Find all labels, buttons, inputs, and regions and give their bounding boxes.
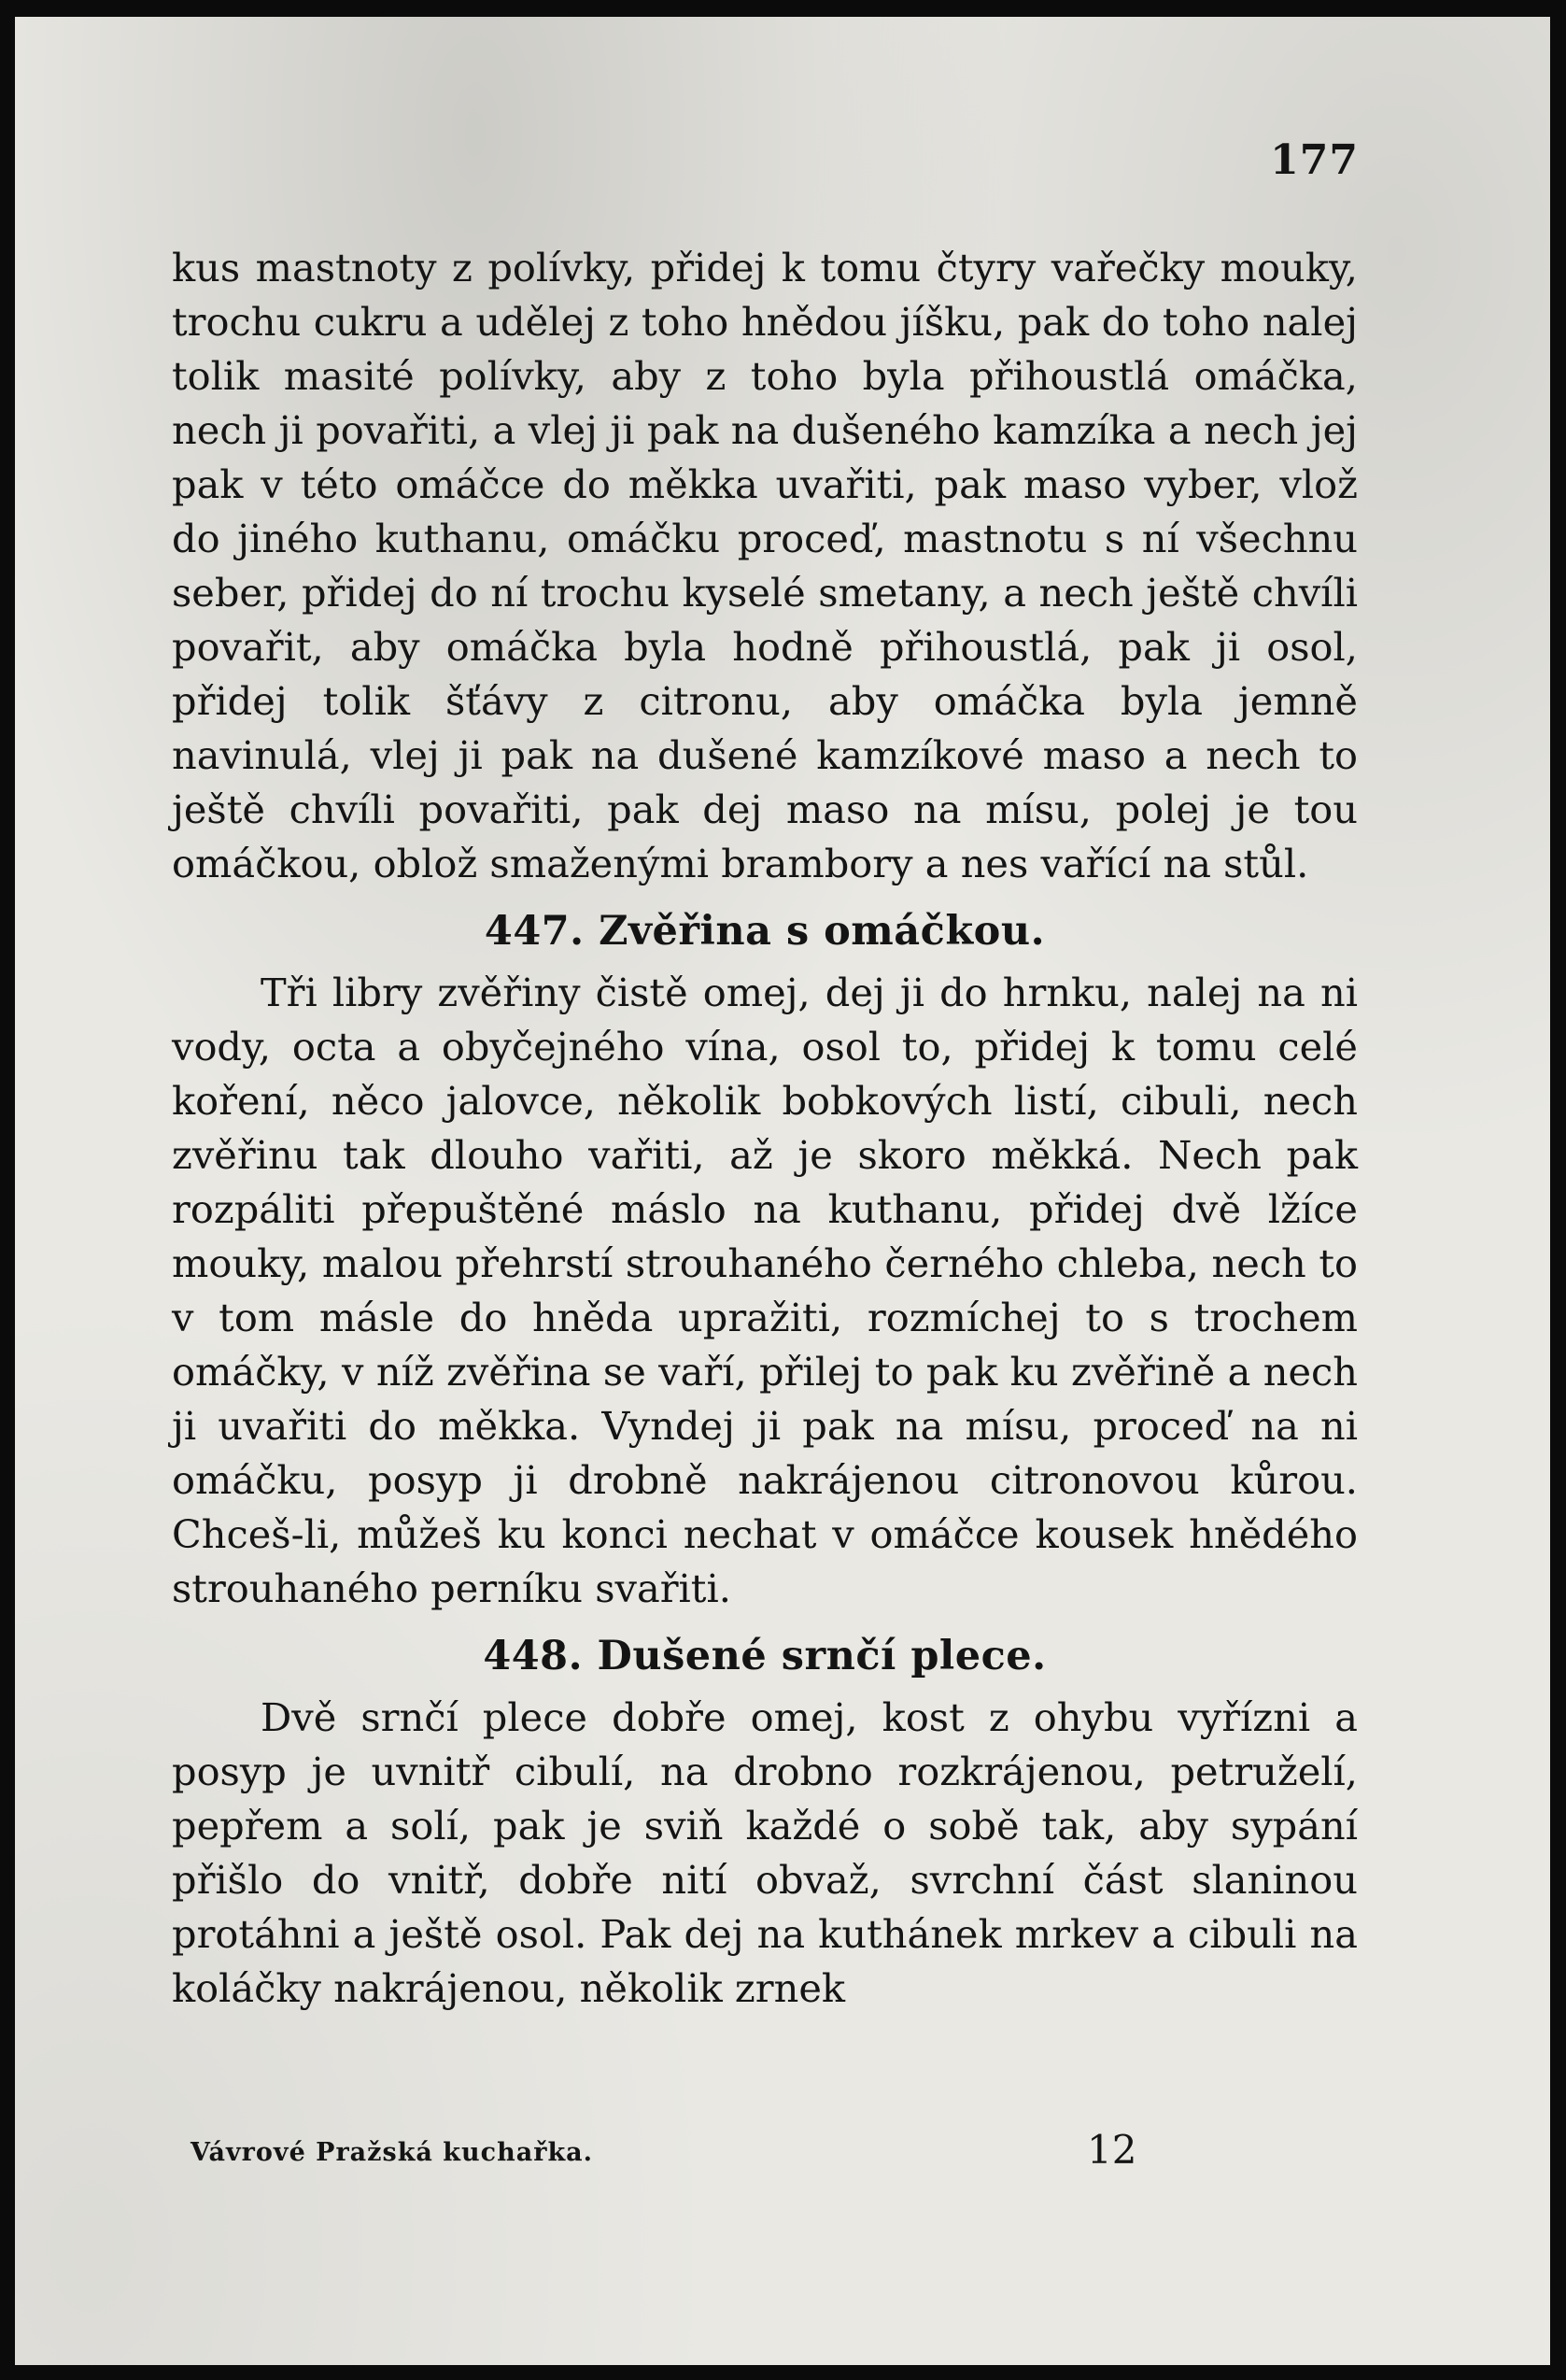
continued-paragraph: kus mastnoty z polívky, přidej k tomu čtyry vařečky mouky, trochu cukru a udělej z toho hnědou jíšku, pak do toho nalej tolik masité polívky, aby z toho byla přihoustlá omáčka, nech ji povařiti, a vlej ji pak na dušeného kamzíka a nech jej pak v této omáčce do měkka uvařiti, pak maso vyber, vlož do jiného kuthanu, omáčku proceď, mastnotu s ní všechnu seber, přidej do ní trochu kyselé smetany, a nech ještě chvíli povařit, aby omáčka byla hodně přihoustlá, pak ji osol, přidej tolik šťávy z citronu, aby omáčka byla jemně navinulá, vlej ji pak na dušené kamzíkové maso a nech to ještě chvíli povařiti, pak dej maso na mísu, polej je tou omáčkou, oblož smaženými brambory a nes vařící na stůl. bbox=[172, 245, 1358, 886]
recipe-text-447: Tři libry zvěřiny čistě omej, dej ji do hrnku, nalej na ni vody, octa a obyčejného vína, osol to, přidej k tomu celé koření, něco jalovce, několik bobkových listí, cibuli, nech zvěřinu tak dlouho vařiti, až je skoro měkká. Nech pak rozpáliti přepuštěné máslo na kuthanu, přidej dvě lžíce mouky, malou přehrstí strouhaného černého chleba, nech to v tom másle do hněda upražiti, rozmíchej to s trochem omáčky, v níž zvěřina se vaří, přilej to pak ku zvěřině a nech ji uvařiti do měkka. Vyndej ji pak na mísu, proceď na ni omáčku, posyp ji drobně nakrájenou citronovou kůrou. Chceš-li, můžeš ku konci nechat v omáčce kousek hnědého strouhaného perníku svařiti. bbox=[172, 970, 1358, 1611]
page-number: 177 bbox=[1270, 136, 1359, 184]
text-block bbox=[172, 241, 1358, 2016]
recipe-heading-448: 448. Dušené srnčí plece. bbox=[483, 1633, 1047, 1679]
page-footer bbox=[172, 2127, 1358, 2189]
signature-mark: 12 bbox=[1087, 2127, 1137, 2173]
recipe-heading-447: 447. Zvěřina s omáčkou. bbox=[484, 908, 1046, 955]
footer-book-title: Vávrové Pražská kuchařka. bbox=[190, 2138, 594, 2167]
book-page bbox=[15, 17, 1550, 2365]
recipe-text-448: Dvě srnčí plece dobře omej, kost z ohybu vyřízni a posyp je uvnitř cibulí, na drobno rozkrájenou, petruželí, pepřem a solí, pak je sviň každé o sobě tak, aby sypání přišlo do vnitř, dobře nití obvaž, svrchní část slaninou protáhni a ještě osol. Pak dej na kuthánek mrkev a cibuli na koláčky nakrájenou, několik zrnek bbox=[172, 1694, 1358, 2011]
